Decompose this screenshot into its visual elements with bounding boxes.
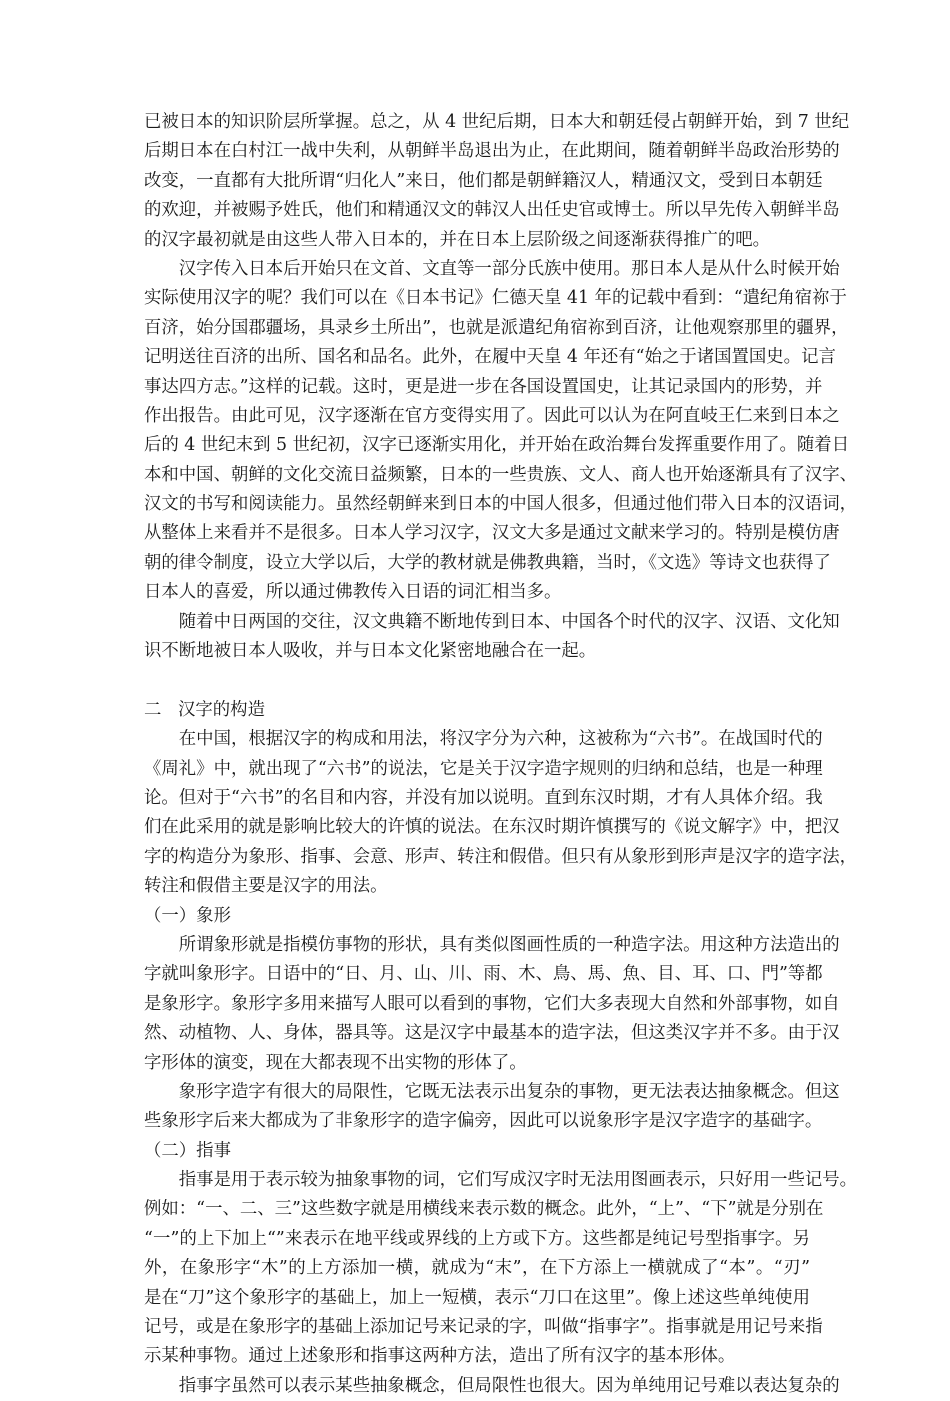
text-line: 在中国，根据汉字的构成和用法，将汉字分为六种，这被称为“六书”。在战国时代的: [144, 729, 823, 750]
text-line: 象形字造字有很大的局限性，它既无法表示出复杂的事物，更无法表达抽象概念。但这: [144, 1081, 840, 1102]
text-line: 已被日本的知识阶层所掌握。总之，从 4 世纪后期，日本大和朝廷侵占朝鲜开始，到 7 世纪: [144, 112, 850, 132]
text-line: 从整体上来看并不是很多。日本人学习汉字，汉文大多是通过文献来学习的。特别是模仿唐: [144, 523, 840, 544]
pictograph-paragraph-2: [144, 1078, 840, 1137]
text-line: 后的 4 世纪末到 5 世纪初，汉字已逐渐实用化，并开始在政治舞台发挥重要作用了。随着日: [144, 435, 850, 456]
subsection-heading-indicative: （二）指事: [144, 1140, 231, 1161]
text-line: 汉字传入日本后开始只在文首、文直等一部分氏族中使用。那日本人是从什么时候开始: [144, 258, 840, 279]
text-line: 例如：“一、二、三”这些数字就是用横线来表示数的概念。此外，“上”、“下”就是分别在: [144, 1199, 824, 1220]
indicative-paragraph-1: [144, 1166, 858, 1372]
text-line: 改变，一直都有大批所谓“归化人”来日，他们都是朝鲜籍汉人，精通汉文，受到日本朝廷: [144, 170, 823, 191]
text-line: 后期日本在白村江一战中失利，从朝鲜半岛退出为止，在此期间，随着朝鲜半岛政治形势的: [144, 141, 840, 162]
text-line: 百济，始分国郡疆场，具录乡土所出”，也就是派遣纪角宿祢到百济，让他观察那里的疆界，: [144, 317, 849, 338]
text-line: 事达四方志。”这样的记载。这时，更是进一步在各国设置国史，让其记录国内的形势，并: [144, 376, 823, 397]
text-line: 指事是用于表示较为抽象事物的词，它们写成汉字时无法用图画表示，只好用一些记号。: [144, 1170, 858, 1191]
text-line: 本和中国、朝鲜的文化交流日益频繁，日本的一些贵族、文人、商人也开始逐渐具有了汉字、: [144, 464, 858, 485]
text-line: “一”的上下加上“”来表示在地平线或界线的上方或下方。这些都是纯记号型指事字。另: [144, 1228, 810, 1249]
text-line: 记号，或是在象形字的基础上添加记号来记录的字，叫做“指事字”。指事就是用记号来指: [144, 1317, 823, 1338]
text-line: 字就叫象形字。日语中的“日、月、山、川、雨、木、鳥、馬、魚、目、耳、口、門”等都: [144, 964, 823, 985]
text-line: 汉文的书写和阅读能力。虽然经朝鲜来到日本的中国人很多，但通过他们带入日本的汉语词，: [144, 494, 858, 515]
pictograph-paragraph-1: [144, 931, 840, 1078]
text-line: 字形体的演变，现在大都表现不出实物的形体了。: [144, 1052, 527, 1073]
section-number: 二: [144, 699, 162, 720]
section-heading: [144, 696, 810, 725]
text-line: 指事字虽然可以表示某些抽象概念，但局限性也很大。因为单纯用记号难以表达复杂的: [144, 1375, 840, 1396]
text-line: 所谓象形就是指模仿事物的形状，具有类似图画性质的一种造字法。用这种方法造出的: [144, 934, 840, 955]
text-line: 论。但对于“六书”的名目和内容，并没有加以说明。直到东汉时期，才有人具体介绍。我: [144, 787, 823, 808]
text-line: 然、动植物、人、身体，器具等。这是汉字中最基本的造字法，但这类汉字并不多。由于汉: [144, 1023, 840, 1044]
document-page: [144, 108, 858, 1401]
paragraph-2: [144, 255, 858, 608]
text-line: 作出报告。由此可见，汉字逐渐在官方变得实用了。因此可以认为在阿直岐王仁来到日本之: [144, 405, 840, 426]
text-line: 的汉字最初就是由这些人带入日本的，并在日本上层阶级之间逐渐获得推广的吧。: [144, 229, 771, 250]
section-paragraph-1: [144, 725, 858, 901]
text-line: 随着中日两国的交往，汉文典籍不断地传到日本、中国各个时代的汉字、汉语、文化知: [144, 611, 840, 632]
text-line: 是在“刀”这个象形字的基础上，加上一短横，表示“刀口在这里”。像上述这些单纯使用: [144, 1287, 810, 1308]
paragraph-3: [144, 608, 840, 667]
text-line: 朝的律令制度，设立大学以后，大学的教材就是佛教典籍，当时，《文选》等诗文也获得了: [144, 552, 831, 573]
text-line: 《周礼》中，就出现了“六书”的说法，它是关于汉字造字规则的归纳和总结，也是一种理: [144, 758, 823, 779]
text-line: 们在此采用的就是影响比较大的许慎的说法。在东汉时期许慎撰写的《说文解字》中，把汉: [144, 817, 840, 838]
section-title: 汉字的构造: [178, 699, 265, 720]
text-line: 字的构造分为象形、指事、会意、形声、转注和假借。但只有从象形到形声是汉字的造字法，: [144, 846, 858, 867]
text-line: 外，在象形字“木”的上方添加一横，就成为“末”，在下方添上一横就成了“本”。“刃”: [144, 1258, 810, 1279]
subsection-heading-pictograph: （一）象形: [144, 905, 231, 926]
text-line: 是象形字。象形字多用来描写人眼可以看到的事物，它们大多表现大自然和外部事物，如自: [144, 993, 840, 1014]
indicative-paragraph-2: [144, 1372, 840, 1401]
text-line: 日本人的喜爱，所以通过佛教传入日语的词汇相当多。: [144, 582, 562, 603]
text-line: 转注和假借主要是汉字的用法。: [144, 876, 388, 897]
text-line: 记明送往百济的出所、国名和品名。此外，在履中天皇 4 年还有“始之于诸国置国史。记言: [144, 347, 836, 368]
paragraph-1: [144, 108, 850, 255]
text-line: 的欢迎，并被赐予姓氏，他们和精通汉文的韩汉人出任史官或博士。所以早先传入朝鲜半岛: [144, 200, 840, 221]
text-line: 识不断地被日本人吸收，并与日本文化紧密地融合在一起。: [144, 641, 597, 662]
text-line: 些象形字后来大都成为了非象形字的造字偏旁，因此可以说象形字是汉字造字的基础字。: [144, 1111, 823, 1132]
paragraph-gap: [144, 666, 810, 695]
text-line: 实际使用汉字的呢？我们可以在《日本书记》仁德天皇 41 年的记载中看到：“遣纪角宿祢于: [144, 288, 847, 309]
text-line: 示某种事物。通过上述象形和指事这两种方法，造出了所有汉字的基本形体。: [144, 1346, 736, 1367]
